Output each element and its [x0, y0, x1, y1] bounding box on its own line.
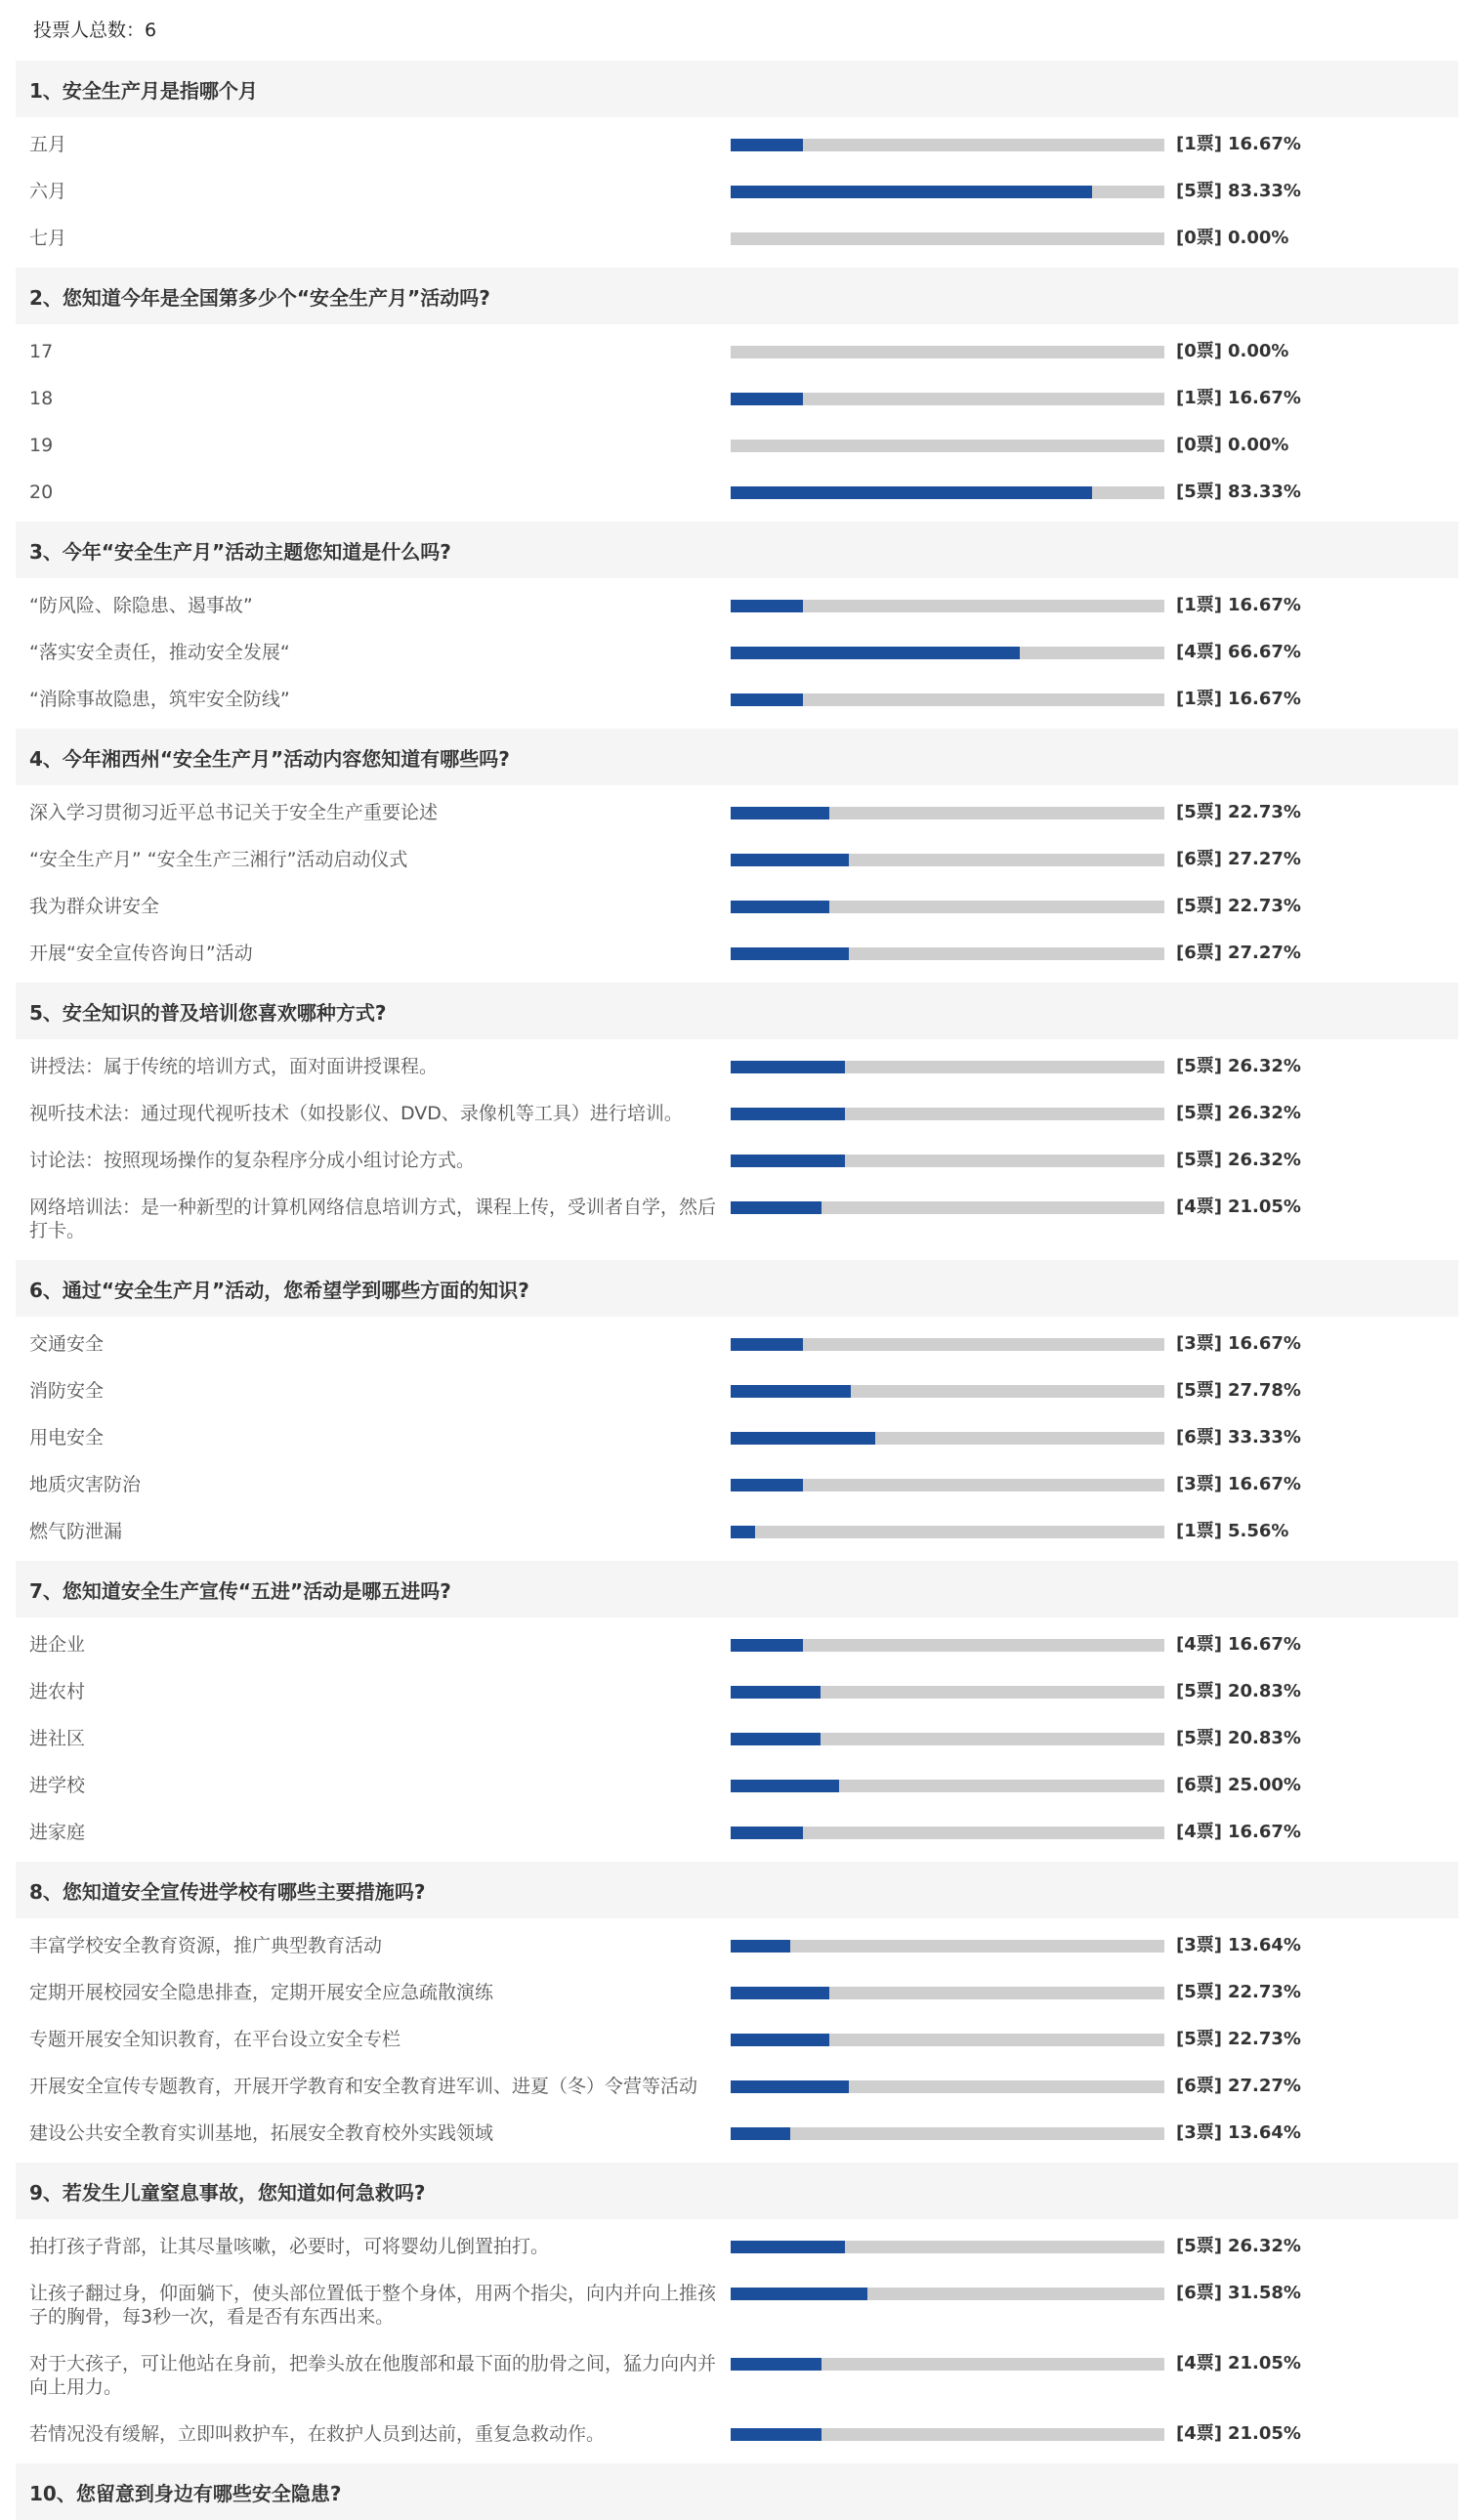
vote-progress-bar	[731, 901, 1164, 913]
option-label: “防风险、除隐患、遏事故”	[29, 595, 253, 616]
vote-progress-bar	[731, 2288, 1164, 2300]
option-row	[0, 324, 1474, 363]
vote-progress-fill	[731, 2288, 867, 2300]
vote-progress-fill	[731, 1733, 821, 1745]
option-label: “安全生产月” “安全生产三湘行”活动启动仪式	[29, 849, 408, 870]
question-title: 4、今年湘西州“安全生产月”活动内容您知道有哪些吗?	[16, 729, 1458, 785]
vote-progress-bar	[731, 1061, 1164, 1073]
vote-progress-bar	[731, 1780, 1164, 1792]
vote-percentage: 0.00%	[1227, 435, 1289, 455]
vote-percentage: 16.67%	[1227, 1634, 1301, 1655]
vote-progress-bar	[731, 1338, 1164, 1351]
vote-stat	[1176, 2282, 1307, 2305]
option-label: 我为群众讲安全	[29, 896, 160, 917]
vote-percentage: 31.58%	[1227, 2283, 1301, 2303]
vote-progress-fill	[731, 1432, 875, 1445]
option-row	[0, 1039, 1474, 1078]
vote-count: [3票]	[1176, 2122, 1222, 2143]
option-label: 深入学习贯彻习近平总书记关于安全生产重要论述	[29, 802, 439, 823]
vote-progress-bar	[731, 1108, 1164, 1120]
vote-progress-bar	[731, 1639, 1164, 1652]
vote-stat	[1176, 1473, 1307, 1496]
vote-count: [3票]	[1176, 1935, 1222, 1955]
vote-stat	[1176, 2121, 1307, 2145]
option-label: 18	[29, 388, 54, 409]
vote-stat	[1176, 2028, 1307, 2051]
option-label: 建设公共安全教育实训基地，拓展安全教育校外实践领域	[29, 2122, 494, 2144]
vote-stat	[1176, 1821, 1307, 1844]
option-label: 七月	[29, 228, 67, 249]
question-spacer	[0, 504, 1474, 520]
vote-progress-bar	[731, 232, 1164, 245]
vote-count: [5票]	[1176, 2236, 1222, 2256]
vote-count: [4票]	[1176, 642, 1222, 662]
question-spacer	[0, 965, 1474, 981]
vote-progress-fill	[731, 600, 803, 612]
vote-progress-bar	[731, 486, 1164, 499]
vote-stat	[1176, 688, 1307, 711]
question-title: 6、通过“安全生产月”活动，您希望学到哪些方面的知识?	[16, 1260, 1458, 1317]
vote-percentage: 20.83%	[1227, 1728, 1301, 1748]
vote-count: [6票]	[1176, 2283, 1222, 2303]
option-row	[0, 1172, 1474, 1242]
vote-percentage: 21.05%	[1227, 1197, 1301, 1217]
vote-count: [5票]	[1176, 181, 1222, 201]
option-row	[0, 2004, 1474, 2051]
vote-percentage: 16.67%	[1227, 1822, 1301, 1842]
vote-percentage: 26.32%	[1227, 1150, 1301, 1170]
vote-progress-bar	[731, 807, 1164, 819]
vote-progress-bar	[731, 1155, 1164, 1167]
vote-progress-fill	[731, 1526, 755, 1538]
option-label: 让孩子翻过身，仰面躺下，使头部位置低于整个身体，用两个指尖，向内并向上推孩子的胸骨，每3秒一次，看是否有东西出来。	[29, 2283, 717, 2328]
vote-percentage: 16.67%	[1227, 1333, 1301, 1354]
vote-progress-fill	[731, 1827, 803, 1839]
vote-stat	[1176, 641, 1307, 664]
question-title: 3、今年“安全生产月”活动主题您知道是什么吗?	[16, 522, 1458, 578]
option-row	[0, 1703, 1474, 1750]
vote-progress-bar	[731, 1201, 1164, 1214]
option-row	[0, 2399, 1474, 2446]
option-row	[0, 1496, 1474, 1543]
vote-progress-bar	[731, 1940, 1164, 1953]
vote-stat	[1176, 481, 1307, 504]
vote-stat	[1176, 594, 1307, 617]
vote-progress-fill	[731, 1155, 845, 1167]
question-title: 8、您知道安全宣传进学校有哪些主要措施吗?	[16, 1862, 1458, 1918]
vote-count: [1票]	[1176, 689, 1222, 709]
vote-progress-fill	[731, 1108, 845, 1120]
option-label: 进企业	[29, 1634, 86, 1656]
vote-progress-fill	[731, 1338, 803, 1351]
vote-count: [5票]	[1176, 1103, 1222, 1123]
vote-count: [0票]	[1176, 435, 1222, 455]
vote-count: [5票]	[1176, 2029, 1222, 2049]
vote-progress-fill	[731, 2428, 821, 2441]
option-row	[0, 2051, 1474, 2098]
vote-stat	[1176, 2352, 1307, 2375]
vote-progress-fill	[731, 393, 803, 405]
vote-progress-fill	[731, 2241, 845, 2253]
option-label: 20	[29, 482, 54, 503]
option-row	[0, 1356, 1474, 1403]
vote-progress-fill	[731, 1479, 803, 1491]
option-row	[0, 1617, 1474, 1657]
vote-progress-fill	[731, 1987, 829, 1999]
vote-stat	[1176, 1102, 1307, 1125]
option-label: 六月	[29, 181, 67, 202]
option-label: 对于大孩子，可让他站在身前，把拳头放在他腹部和最下面的肋骨之间，猛力向内并向上用力。	[29, 2353, 717, 2398]
vote-percentage: 27.27%	[1227, 943, 1301, 963]
option-label: 丰富学校安全教育资源，推广典型教育活动	[29, 1935, 383, 1956]
vote-progress-fill	[731, 1385, 851, 1398]
vote-progress-bar	[731, 2080, 1164, 2093]
vote-progress-fill	[731, 186, 1092, 198]
option-row	[0, 2219, 1474, 2258]
option-label: 网络培训法：是一种新型的计算机网络信息培训方式，课程上传，受训者自学，然后打卡。	[29, 1197, 717, 1241]
vote-stat	[1176, 848, 1307, 871]
vote-percentage: 27.78%	[1227, 1380, 1301, 1401]
vote-progress-fill	[731, 2127, 790, 2140]
vote-progress-bar	[731, 600, 1164, 612]
vote-percentage: 33.33%	[1227, 1427, 1301, 1448]
question-title: 10、您留意到身边有哪些安全隐患?	[16, 2463, 1458, 2520]
vote-stat	[1176, 1633, 1307, 1657]
vote-progress-fill	[731, 1686, 821, 1699]
question-title: 9、若发生儿童窒息事故，您知道如何急救吗?	[16, 2163, 1458, 2219]
vote-percentage: 83.33%	[1227, 482, 1301, 502]
vote-percentage: 66.67%	[1227, 642, 1301, 662]
vote-count: [4票]	[1176, 2423, 1222, 2444]
vote-progress-fill	[731, 1780, 839, 1792]
question-spacer	[0, 250, 1474, 266]
option-row	[0, 918, 1474, 965]
vote-progress-fill	[731, 693, 803, 706]
option-label: 17	[29, 341, 54, 362]
question-title: 7、您知道安全生产宣传“五进”活动是哪五进吗?	[16, 1561, 1458, 1617]
vote-percentage: 26.32%	[1227, 2236, 1301, 2256]
vote-count: [5票]	[1176, 802, 1222, 822]
option-label: 五月	[29, 134, 67, 155]
option-row	[0, 410, 1474, 457]
vote-percentage: 16.67%	[1227, 388, 1301, 408]
option-label: 交通安全	[29, 1333, 105, 1355]
vote-progress-fill	[731, 2358, 821, 2371]
vote-count: [6票]	[1176, 943, 1222, 963]
option-label: 讨论法：按照现场操作的复杂程序分成小组讨论方式。	[29, 1150, 476, 1171]
vote-percentage: 13.64%	[1227, 2122, 1301, 2143]
vote-progress-bar	[731, 2034, 1164, 2046]
vote-progress-bar	[731, 2127, 1164, 2140]
vote-count: [6票]	[1176, 849, 1222, 869]
option-label: 进家庭	[29, 1822, 86, 1843]
vote-progress-fill	[731, 139, 803, 151]
vote-count: [3票]	[1176, 1474, 1222, 1494]
total-voters: 投票人总数：6	[33, 20, 157, 41]
option-label: 地质灾害防治	[29, 1474, 142, 1495]
vote-progress-fill	[731, 854, 849, 866]
vote-stat	[1176, 895, 1307, 918]
option-label: 消防安全	[29, 1380, 105, 1402]
option-row	[0, 1317, 1474, 1356]
option-row	[0, 1797, 1474, 1844]
vote-progress-fill	[731, 2034, 829, 2046]
option-row	[0, 1078, 1474, 1125]
vote-progress-bar	[731, 1385, 1164, 1398]
vote-progress-bar	[731, 1686, 1164, 1699]
vote-stat	[1176, 1196, 1307, 1219]
vote-stat	[1176, 387, 1307, 410]
option-label: 进农村	[29, 1681, 86, 1702]
option-row	[0, 156, 1474, 203]
vote-progress-bar	[731, 693, 1164, 706]
vote-count: [5票]	[1176, 896, 1222, 916]
vote-count: [0票]	[1176, 341, 1222, 361]
vote-stat	[1176, 1379, 1307, 1403]
vote-progress-bar	[731, 2241, 1164, 2253]
vote-stat	[1176, 1934, 1307, 1957]
vote-count: [6票]	[1176, 2076, 1222, 2096]
vote-percentage: 27.27%	[1227, 2076, 1301, 2096]
vote-progress-bar	[731, 2428, 1164, 2441]
option-row	[0, 824, 1474, 871]
vote-progress-fill	[731, 2080, 849, 2093]
vote-stat	[1176, 1727, 1307, 1750]
option-row	[0, 871, 1474, 918]
vote-count: [1票]	[1176, 388, 1222, 408]
question-title: 2、您知道今年是全国第多少个“安全生产月”活动吗?	[16, 268, 1458, 324]
option-label: 视听技术法：通过现代视听技术（如投影仪、DVD、录像机等工具）进行培训。	[29, 1103, 683, 1124]
vote-stat	[1176, 1520, 1294, 1543]
vote-progress-fill	[731, 486, 1092, 499]
vote-percentage: 22.73%	[1227, 2029, 1301, 2049]
vote-count: [5票]	[1176, 1150, 1222, 1170]
vote-percentage: 22.73%	[1227, 896, 1301, 916]
vote-progress-fill	[731, 901, 829, 913]
vote-progress-bar	[731, 440, 1164, 452]
option-row	[0, 117, 1474, 156]
vote-progress-bar	[731, 1432, 1164, 1445]
option-label: 开展“安全宣传咨询日”活动	[29, 943, 253, 964]
option-label: “落实安全责任，推动安全发展“	[29, 642, 290, 663]
vote-count: [1票]	[1176, 1521, 1222, 1541]
vote-progress-bar	[731, 1526, 1164, 1538]
vote-percentage: 13.64%	[1227, 1935, 1301, 1955]
question-spacer	[0, 711, 1474, 727]
vote-count: [5票]	[1176, 1982, 1222, 2002]
vote-percentage: 22.73%	[1227, 1982, 1301, 2002]
option-row	[0, 1657, 1474, 1703]
vote-count: [1票]	[1176, 134, 1222, 154]
option-row	[0, 785, 1474, 824]
option-row	[0, 1957, 1474, 2004]
vote-progress-fill	[731, 647, 1020, 659]
vote-stat	[1176, 340, 1294, 363]
vote-progress-bar	[731, 1733, 1164, 1745]
vote-percentage: 26.32%	[1227, 1056, 1301, 1076]
vote-count: [5票]	[1176, 1681, 1222, 1701]
option-label: 进学校	[29, 1775, 86, 1796]
option-label: 进社区	[29, 1728, 86, 1749]
vote-percentage: 21.05%	[1227, 2353, 1301, 2373]
option-row	[0, 1125, 1474, 1172]
vote-progress-fill	[731, 1201, 821, 1214]
vote-progress-bar	[731, 1987, 1164, 1999]
option-label: 19	[29, 435, 54, 456]
option-row	[0, 664, 1474, 711]
option-label: 用电安全	[29, 1427, 105, 1449]
vote-percentage: 20.83%	[1227, 1681, 1301, 1701]
option-label: 定期开展校园安全隐患排查，定期开展安全应急疏散演练	[29, 1982, 494, 2003]
vote-progress-bar	[731, 393, 1164, 405]
question-list	[0, 61, 1474, 2520]
option-label: 专题开展安全知识教育，在平台设立安全专栏	[29, 2029, 401, 2050]
question-spacer	[0, 2145, 1474, 2161]
vote-percentage: 5.56%	[1227, 1521, 1289, 1541]
vote-progress-bar	[731, 2358, 1164, 2371]
option-label: 讲授法：属于传统的培训方式，面对面讲授课程。	[29, 1056, 439, 1077]
vote-count: [1票]	[1176, 595, 1222, 615]
option-label: “消除事故隐患，筑牢安全防线”	[29, 689, 290, 710]
option-label: 开展安全宣传专题教育，开展开学教育和安全教育进军训、进夏（冬）令营等活动	[29, 2076, 698, 2097]
vote-progress-fill	[731, 1639, 803, 1652]
option-row	[0, 1750, 1474, 1797]
vote-stat	[1176, 801, 1307, 824]
vote-count: [6票]	[1176, 1775, 1222, 1795]
question-spacer	[0, 1242, 1474, 1258]
option-row	[0, 1918, 1474, 1957]
vote-progress-fill	[731, 1061, 845, 1073]
vote-percentage: 16.67%	[1227, 689, 1301, 709]
vote-progress-bar	[731, 947, 1164, 960]
vote-stat	[1176, 1149, 1307, 1172]
option-row	[0, 2258, 1474, 2329]
vote-stat	[1176, 1426, 1307, 1449]
question-title: 5、安全知识的普及培训您喜欢哪种方式?	[16, 983, 1458, 1039]
vote-stat	[1176, 227, 1294, 250]
vote-stat	[1176, 2422, 1307, 2446]
question-spacer	[0, 1844, 1474, 1860]
vote-count: [3票]	[1176, 1333, 1222, 1354]
vote-progress-bar	[731, 186, 1164, 198]
option-label: 燃气防泄漏	[29, 1521, 123, 1542]
vote-stat	[1176, 133, 1307, 156]
vote-stat	[1176, 1055, 1307, 1078]
option-row	[0, 1403, 1474, 1449]
vote-count: [4票]	[1176, 1822, 1222, 1842]
vote-stat	[1176, 1680, 1307, 1703]
vote-progress-bar	[731, 647, 1164, 659]
vote-stat	[1176, 942, 1307, 965]
option-row	[0, 1449, 1474, 1496]
vote-progress-fill	[731, 807, 829, 819]
vote-progress-fill	[731, 1940, 790, 1953]
vote-percentage: 22.73%	[1227, 802, 1301, 822]
option-row	[0, 578, 1474, 617]
vote-percentage: 0.00%	[1227, 228, 1289, 248]
vote-count: [0票]	[1176, 228, 1222, 248]
vote-stat	[1176, 1981, 1307, 2004]
vote-count: [4票]	[1176, 2353, 1222, 2373]
vote-percentage: 16.67%	[1227, 595, 1301, 615]
vote-stat	[1176, 1332, 1307, 1356]
question-spacer	[0, 1543, 1474, 1559]
vote-percentage: 16.67%	[1227, 134, 1301, 154]
option-row	[0, 457, 1474, 504]
vote-progress-fill	[731, 947, 849, 960]
vote-count: [5票]	[1176, 482, 1222, 502]
vote-percentage: 26.32%	[1227, 1103, 1301, 1123]
vote-stat	[1176, 2075, 1307, 2098]
question-title: 1、安全生产月是指哪个月	[16, 61, 1458, 117]
vote-progress-bar	[731, 1479, 1164, 1491]
vote-stat	[1176, 2235, 1307, 2258]
option-row	[0, 203, 1474, 250]
option-row	[0, 2098, 1474, 2145]
vote-stat	[1176, 434, 1294, 457]
vote-percentage: 16.67%	[1227, 1474, 1301, 1494]
vote-count: [5票]	[1176, 1380, 1222, 1401]
vote-count: [4票]	[1176, 1634, 1222, 1655]
vote-count: [5票]	[1176, 1056, 1222, 1076]
vote-percentage: 83.33%	[1227, 181, 1301, 201]
vote-count: [6票]	[1176, 1427, 1222, 1448]
option-row	[0, 363, 1474, 410]
vote-progress-bar	[731, 346, 1164, 358]
option-label: 拍打孩子背部，让其尽量咳嗽，必要时，可将婴幼儿倒置拍打。	[29, 2236, 550, 2257]
vote-progress-bar	[731, 139, 1164, 151]
option-row	[0, 2329, 1474, 2399]
option-label: 若情况没有缓解，立即叫救护车，在救护人员到达前，重复急救动作。	[29, 2423, 606, 2445]
option-row	[0, 617, 1474, 664]
vote-stat	[1176, 180, 1307, 203]
vote-stat	[1176, 1774, 1307, 1797]
vote-count: [5票]	[1176, 1728, 1222, 1748]
vote-percentage: 27.27%	[1227, 849, 1301, 869]
vote-percentage: 0.00%	[1227, 341, 1289, 361]
vote-percentage: 21.05%	[1227, 2423, 1301, 2444]
vote-progress-bar	[731, 1827, 1164, 1839]
vote-count: [4票]	[1176, 1197, 1222, 1217]
vote-percentage: 25.00%	[1227, 1775, 1301, 1795]
vote-progress-bar	[731, 854, 1164, 866]
